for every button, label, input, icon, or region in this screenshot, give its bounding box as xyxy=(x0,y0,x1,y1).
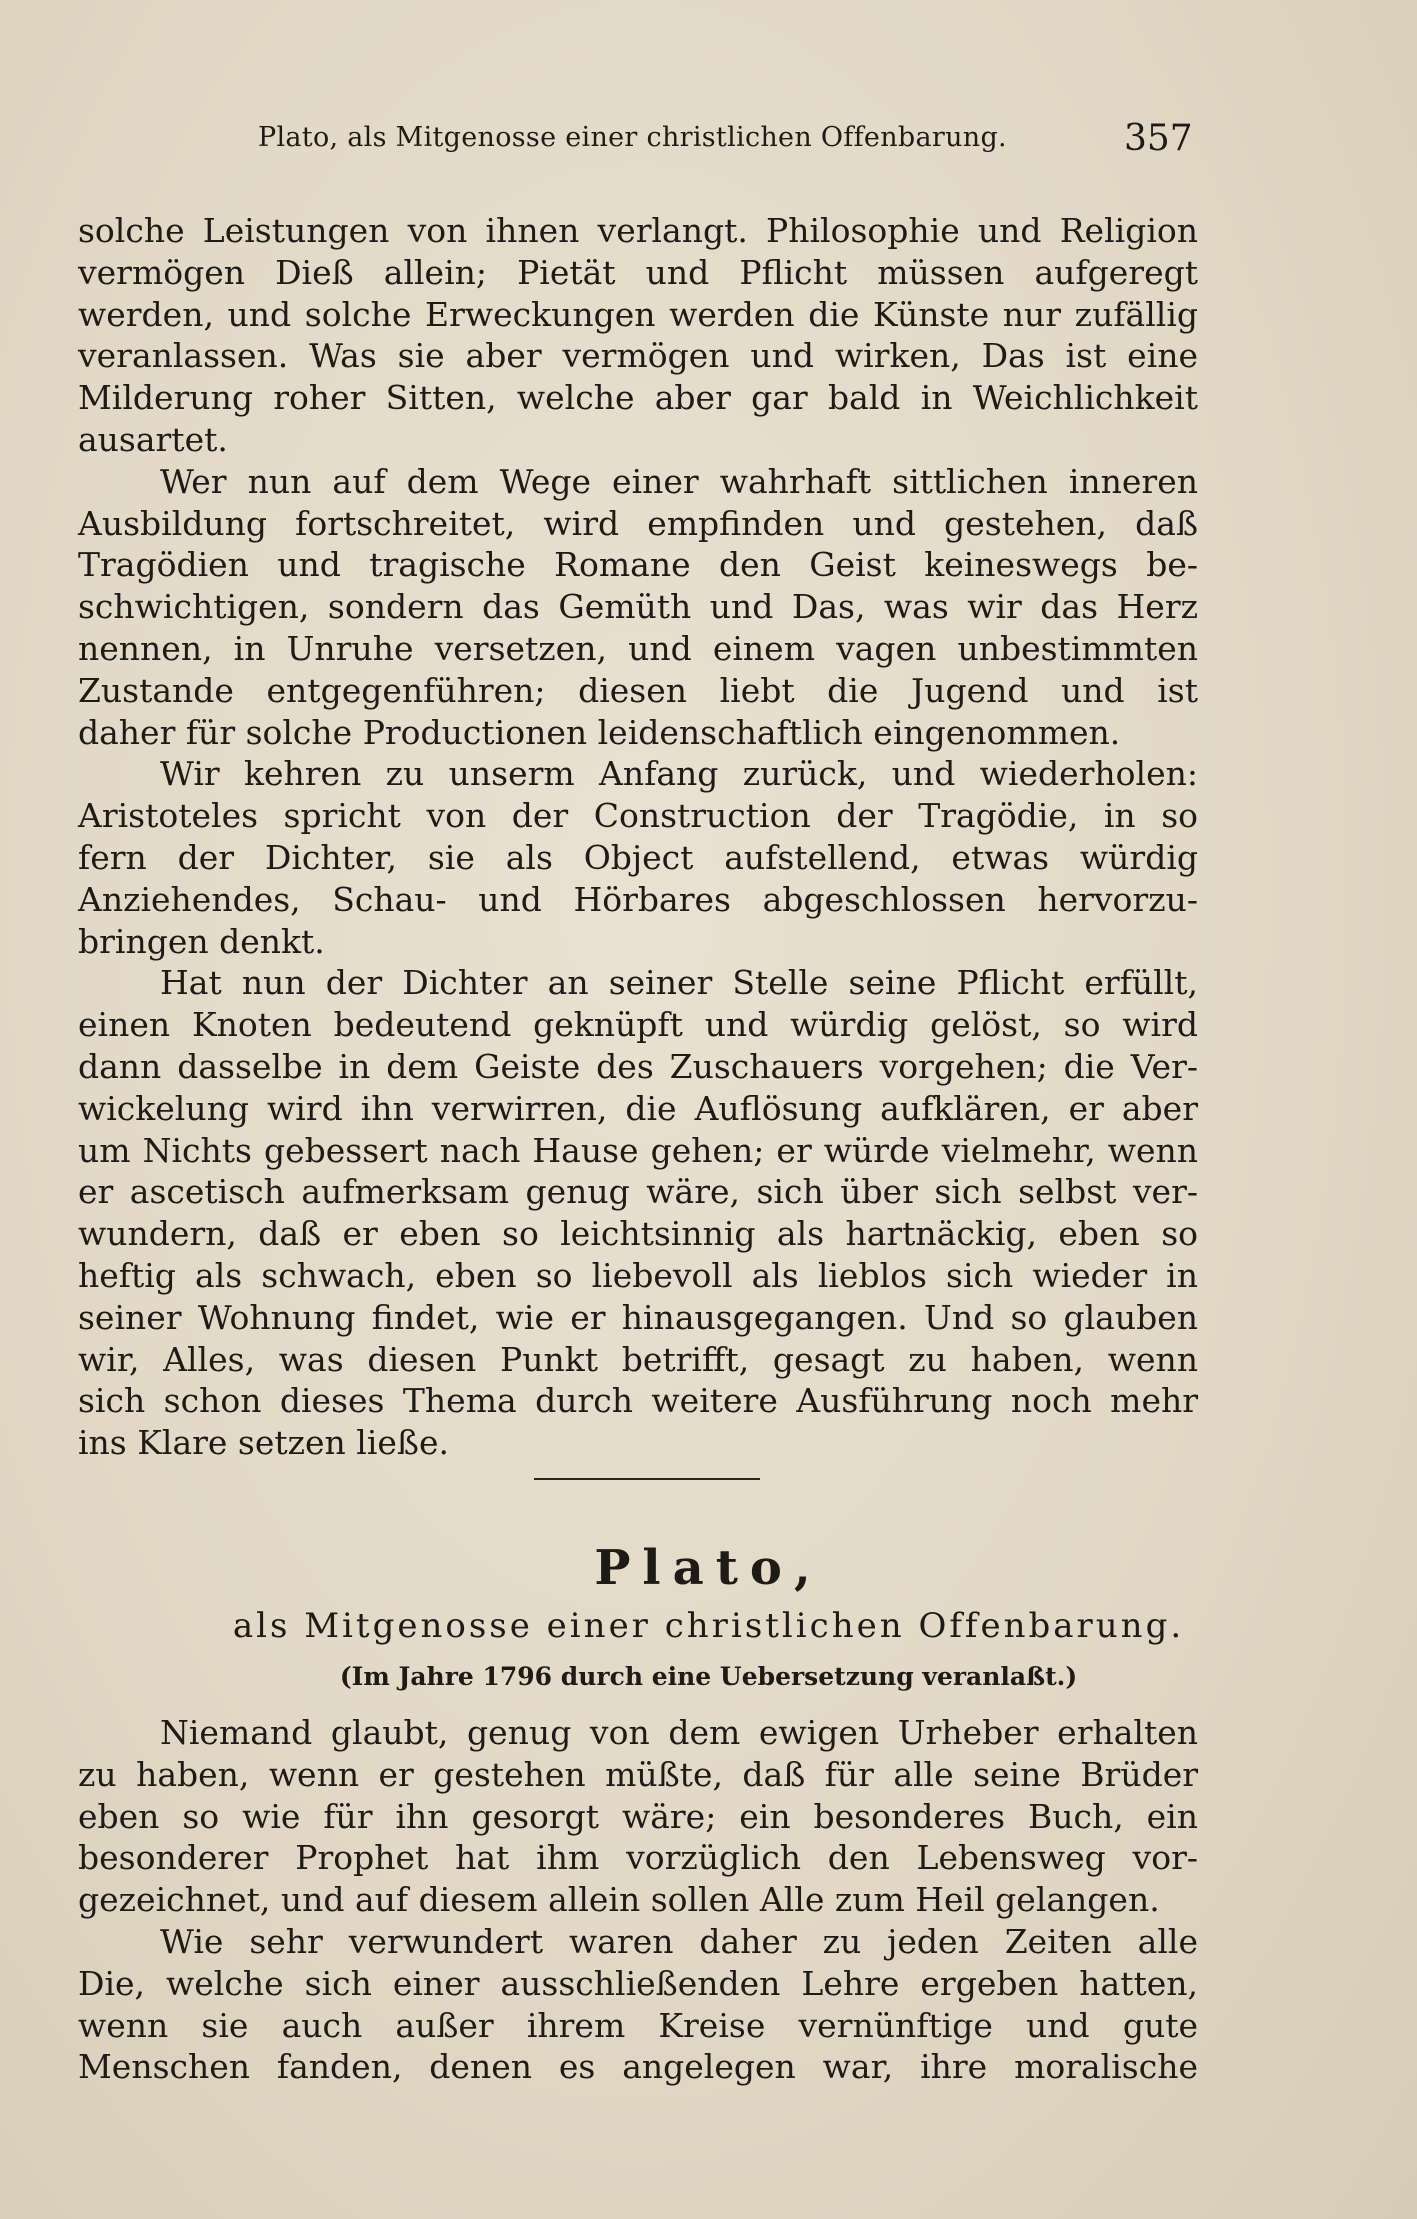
text-line: Wer nun auf dem Wege einer wahrhaft sittlichen inneren xyxy=(160,461,1198,501)
text-line: Milderung roher Sitten, welche aber gar bald in Weichlichkeit xyxy=(78,378,1198,418)
text-line: Die, welche sich einer ausschließenden Lehre ergeben hatten, xyxy=(78,1963,1198,2003)
text-line: Wir kehren zu unserm Anfang zurück, und wiederholen: xyxy=(160,754,1198,794)
text-line: um Nichts gebessert nach Hause gehen; er würde vielmehr, wenn xyxy=(78,1130,1198,1170)
text-line: Zustande entgegenführen; diesen liebt die Jugend und ist xyxy=(78,670,1198,710)
paragraph xyxy=(78,1712,1198,1921)
text-line: ausartet. xyxy=(78,419,228,459)
page-number: 357 xyxy=(1124,118,1193,159)
section-title: Plato, xyxy=(594,1540,823,1596)
text-line: heftig als schwach, eben so liebevoll als lieblos sich wieder in xyxy=(78,1255,1198,1295)
text-line: sich schon dieses Thema durch weitere Ausführung noch mehr xyxy=(78,1381,1198,1421)
paragraph xyxy=(78,210,1198,461)
text-line: eben so wie für ihn gesorgt wäre; ein besonderes Buch, ein xyxy=(78,1796,1198,1836)
text-line: dann dasselbe in dem Geiste des Zuschauers vorgehen; die Ver- xyxy=(78,1046,1198,1086)
body-text-top xyxy=(78,210,1198,1464)
text-line: gezeichnet, und auf diesem allein sollen Alle zum Heil gelangen. xyxy=(78,1880,1160,1920)
paragraph xyxy=(78,461,1198,754)
text-line: vermögen Dieß allein; Pietät und Pflicht müssen aufgeregt xyxy=(78,252,1198,292)
text-line: Anziehendes, Schau- und Hörbares abgeschlossen hervorzu- xyxy=(78,879,1198,919)
text-line: ins Klare setzen ließe. xyxy=(78,1423,449,1463)
running-head: Plato, als Mitgenosse einer christlichen Offenbarung. xyxy=(258,122,1007,153)
text-line: einen Knoten bedeutend geknüpft und würdig gelöst, so wird xyxy=(78,1005,1198,1045)
text-line: nennen, in Unruhe versetzen, und einem vagen unbestimmten xyxy=(78,628,1198,668)
text-line: seiner Wohnung findet, wie er hinausgegangen. Und so glauben xyxy=(78,1297,1198,1337)
text-line: bringen denkt. xyxy=(78,921,325,961)
text-line: Wie sehr verwundert waren daher zu jeden Zeiten alle xyxy=(160,1921,1198,1961)
text-line: wenn sie auch außer ihrem Kreise vernünftige und gute xyxy=(78,2005,1198,2045)
text-line: Menschen fanden, denen es angelegen war, ihre moralische xyxy=(78,2047,1198,2087)
text-line: Ausbildung fortschreitet, wird empfinden und gestehen, daß xyxy=(78,503,1198,543)
text-line: wir, Alles, was diesen Punkt betrifft, gesagt zu haben, wenn xyxy=(78,1339,1198,1379)
text-line: zu haben, wenn er gestehen müßte, daß für alle seine Brüder xyxy=(78,1754,1198,1794)
text-line: er ascetisch aufmerksam genug wäre, sich über sich selbst ver- xyxy=(78,1172,1198,1212)
paragraph xyxy=(78,1921,1198,2088)
paragraph xyxy=(78,753,1198,962)
section-subtitle: als Mitgenosse einer christlichen Offenbarung. xyxy=(232,1606,1185,1646)
section-note: (Im Jahre 1796 durch eine Uebersetzung veranlaßt.) xyxy=(339,1662,1078,1691)
text-line: wickelung wird ihn verwirren, die Auflösung aufklären, er aber xyxy=(78,1088,1198,1128)
text-line: veranlassen. Was sie aber vermögen und wirken, Das ist eine xyxy=(78,336,1198,376)
text-line: Niemand glaubt, genug von dem ewigen Urheber erhalten xyxy=(160,1713,1198,1752)
text-line: Hat nun der Dichter an seiner Stelle seine Pflicht erfüllt, xyxy=(160,963,1198,1003)
text-line: besonderer Prophet hat ihm vorzüglich den Lebensweg vor- xyxy=(78,1838,1198,1878)
text-line: werden, und solche Erweckungen werden die Künste nur zufällig xyxy=(78,294,1198,334)
text-line: Tragödien und tragische Romane den Geist keineswegs be- xyxy=(78,545,1198,585)
text-line: fern der Dichter, sie als Object aufstellend, etwas würdig xyxy=(78,837,1198,877)
text-line: solche Leistungen von ihnen verlangt. Philosophie und Religion xyxy=(78,211,1198,250)
text-line: daher für solche Productionen leidenschaftlich eingenommen. xyxy=(78,712,1121,752)
paragraph xyxy=(78,962,1198,1464)
section-divider xyxy=(534,1478,760,1480)
body-text-bottom xyxy=(78,1712,1198,2088)
text-line: Aristoteles spricht von der Construction der Tragödie, in so xyxy=(78,796,1198,836)
text-line: wundern, daß er eben so leichtsinnig als hartnäckig, eben so xyxy=(78,1214,1198,1254)
text-line: schwichtigen, sondern das Gemüth und Das, was wir das Herz xyxy=(78,587,1198,627)
